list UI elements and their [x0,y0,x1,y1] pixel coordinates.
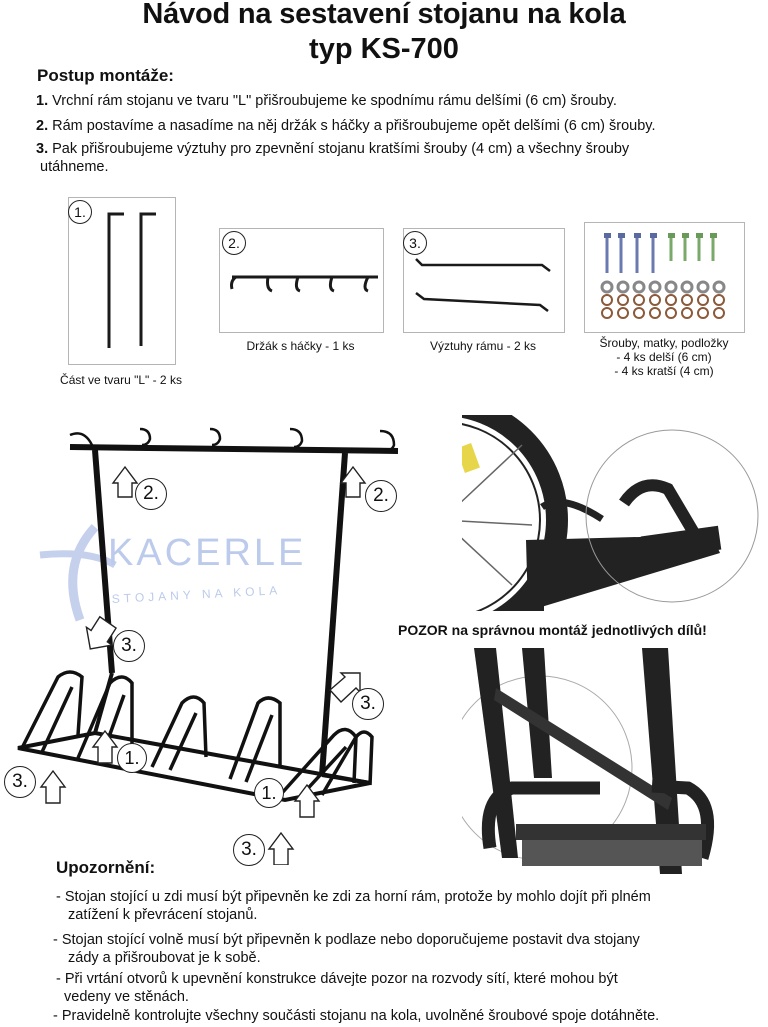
washer-icon [714,295,724,305]
step-text: Pak přišroubujeme výztuhy pro zpevnění stojanu kratšími šrouby (4 cm) a všechny šrouby [52,141,630,157]
brand-tagline: STOJANY NA KOLA [111,583,282,606]
warnings-heading: Upozornění: [56,858,156,877]
screw-head-icon [682,233,689,238]
callout-step-3: 3. [352,688,384,720]
part-l-frame-caption: Část ve tvaru "L" - 2 ks [60,373,182,387]
warning-3-line2: vedeny ve stěnách. [64,989,189,1005]
part-number-badge: 2. [222,231,246,255]
warning-4: - Pravidelně kontrolujte všechny součásti stojanu na kola, uvolněné šroubové spoje dotáhněte. [53,1008,660,1024]
washer-icon [682,295,692,305]
screw-head-icon [710,233,717,238]
warning-caption: POZOR na správnou montáž jednotlivých dílů! [398,622,707,638]
washer-icon [698,295,708,305]
l-frame-parts-image [69,198,175,364]
step-number: 3. [36,141,49,157]
screws-nuts-washers-image [585,223,744,332]
washer-icon [602,295,612,305]
step-text-continued: utáhneme. [40,159,109,175]
screw-head-icon [618,233,625,238]
step-text: Rám postavíme a nasadíme na něj držák s háčky a přišroubujeme opět delšími (6 cm) šrouby. [52,118,656,134]
washer-icon [618,308,628,318]
screw-head-icon [696,233,703,238]
part-screws-caption [576,336,752,378]
screws-caption-line3: - 4 ks kratší (4 cm) [614,364,714,378]
warning-1-line1: - Stojan stojící u zdi musí být připevněn ke zdi za horní rám, protože by mohlo dojít při plném [56,889,651,905]
washer-icon [634,282,644,292]
part-number-badge: 3. [403,231,427,255]
photo-rack-base [462,648,768,874]
callout-step-3: 3. [4,766,36,798]
screw-head-icon [668,233,675,238]
washer-icon [666,295,676,305]
washer-icon [714,308,724,318]
part-hook-holder-panel [219,228,384,333]
washer-icon [682,308,692,318]
washer-icon [618,295,628,305]
warning-2-line2: zády a přišroubovat je k sobě. [68,950,261,966]
washer-icon [698,308,708,318]
step-1 [36,92,762,110]
photo-bike-in-rack [462,415,768,611]
part-braces-panel [403,228,565,333]
washer-icon [714,282,724,292]
washer-icon [650,295,660,305]
part-screws-panel [584,222,745,333]
warning-3-line1: - Při vrtání otvorů k upevnění konstrukce dávejte pozor na rozvody sítí, které mohou být [56,971,618,987]
callout-step-3: 3. [113,630,145,662]
up-arrow-icon [295,785,319,817]
washer-icon [634,295,644,305]
step-3 [36,140,762,176]
washer-icon [698,282,708,292]
washer-icon [650,308,660,318]
step-text: Vrchní rám stojanu ve tvaru "L" přišroubujeme ke spodnímu rámu delšími (6 cm) šrouby. [52,93,617,109]
step-number: 2. [36,118,49,134]
screws-caption-line1: Šrouby, matky, podložky [599,336,729,350]
assembly-diagram [0,415,420,865]
callout-step-1: 1. [117,743,147,773]
washer-icon [618,282,628,292]
callout-step-1: 1. [254,778,284,808]
screw-head-icon [634,233,641,238]
page-subtitle: typ KS-700 [309,33,459,65]
washer-icon [666,282,676,292]
screw-head-icon [650,233,657,238]
braces-image [404,229,564,332]
screw-head-icon [604,233,611,238]
washer-icon [650,282,660,292]
warning-2-line1: - Stojan stojící volně musí být připevněn k podlaze nebo doporučujeme postavit dva stojany [53,932,640,948]
washer-icon [682,282,692,292]
hook-holder-image [220,229,383,332]
page-title: Návod na sestavení stojanu na kola [142,0,626,30]
part-number-badge: 1. [68,200,92,224]
warning-1-line2: zatížení k převrácení stojanů. [68,907,258,923]
part-hook-holder-caption: Držák s háčky - 1 ks [246,339,355,353]
part-braces-caption: Výztuhy rámu - 2 ks [429,339,537,353]
callout-step-2: 2. [135,478,167,510]
up-arrow-icon [41,771,65,803]
callout-step-2: 2. [365,480,397,512]
washer-icon [602,282,612,292]
procedure-heading: Postup montáže: [37,66,174,85]
callout-step-3: 3. [233,834,265,866]
screws-caption-line2: - 4 ks delší (6 cm) [616,350,712,364]
up-arrow-icon [269,833,293,865]
part-l-frame-panel [68,197,176,365]
up-arrow-icon [113,467,137,497]
washer-icon [666,308,676,318]
brand-name: KACERLE [108,532,307,574]
step-2 [36,117,762,135]
washer-icon [602,308,612,318]
step-number: 1. [36,93,49,109]
washer-icon [634,308,644,318]
